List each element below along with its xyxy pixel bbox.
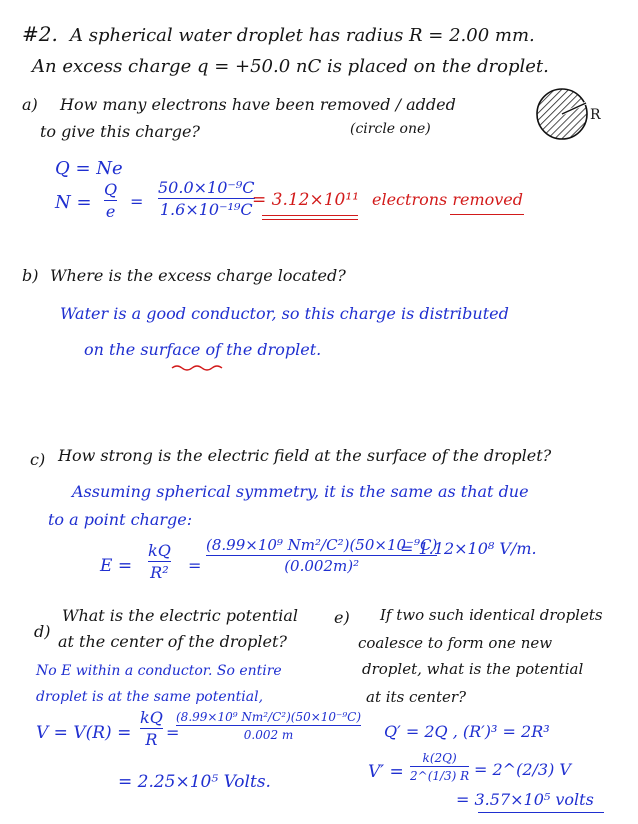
radius-line [562,103,586,114]
part-a-hint: (circle one) [350,121,431,137]
part-e-v-lhs: V′ = [368,762,404,782]
part-d-frac1-den: R [145,730,158,749]
part-d-frac2-den: 0.002 m [243,728,294,742]
part-a-frac2-num: 50.0×10⁻⁹C [158,178,255,197]
part-c-frac2-den: (0.002m)² [284,557,360,575]
part-d-answer-2: droplet is at the same potential, [36,689,264,705]
part-a-eq1: Q = Ne [55,158,123,179]
part-d-answer-1: No E within a conductor. So entire [36,663,282,679]
part-a-fraction-1 [104,182,117,220]
part-c-tag: c) [30,450,46,469]
part-e-mid: = 2^(2/3) V [474,760,571,779]
part-a-answer-underline [450,214,524,215]
part-d-result: = 2.25×10⁵ Volts. [118,772,271,792]
part-a-frac1-den: e [105,202,116,221]
part-e-result: = 3.57×10⁵ volts [456,790,594,809]
part-e-frac-num: k(2Q) [422,751,457,765]
part-a-question-1: How many electrons have been removed / added [60,95,456,114]
part-b-question: Where is the excess charge located? [50,266,346,285]
part-c-result: = 1.12×10⁸ V/m. [400,539,537,558]
part-a-answer: electrons removed [372,190,523,209]
part-b-answer-1: Water is a good conductor, so this charge is distributed [60,304,509,323]
part-a-result-underline [262,215,358,216]
part-c-frac1-den: R² [150,563,169,582]
part-d-tag: d) [34,622,51,641]
problem-line-1: A spherical water droplet has radius R = 2.00 mm. [70,25,535,46]
part-d-frac1-num: kQ [140,708,163,727]
part-d-question-2: at the center of the droplet? [58,632,287,651]
radius-label: R [590,107,601,123]
part-e-frac-den: 2^(1/3) R [410,769,470,783]
part-c-fraction-1 [148,543,171,581]
part-d-fraction-2 [176,711,361,741]
part-b-answer-2: on the surface of the droplet. [84,340,322,359]
part-d-fraction-1 [140,710,163,748]
part-e-relation: Q′ = 2Q , (R′)³ = 2R³ [384,722,550,741]
part-d-v-lhs: V = V(R) = [36,723,132,743]
part-a-result-underline-2 [262,219,358,220]
part-b-tag: b) [22,266,39,285]
part-c-answer-2: to a point charge: [48,510,193,529]
part-a-tag: a) [22,95,38,114]
part-e-fraction [410,752,469,782]
part-c-e-lhs: E = [100,556,133,576]
part-a-frac1-num: Q [104,180,118,199]
part-e-question-1: If two such identical droplets [380,606,603,624]
part-a-result: = 3.12×10¹¹ [252,190,360,210]
problem-line-2: An excess charge q = +50.0 nC is placed on the droplet. [32,56,549,77]
part-e-question-2: coalesce to form one new [358,634,553,652]
part-c-eq: = [188,556,202,575]
problem-number: #2. [22,22,58,46]
part-a-frac2-den: 1.6×10⁻¹⁹C [159,200,253,219]
part-a-eq: = [130,192,144,211]
droplet-icon [537,89,587,139]
part-e-question-3: droplet, what is the potential [362,660,584,678]
part-d-question-1: What is the electric potential [62,606,299,625]
part-a-n-lhs: N = [55,192,92,213]
part-c-answer-1: Assuming spherical symmetry, it is the same as that due [72,482,529,501]
part-e-question-4: at its center? [366,688,467,706]
part-d-eq: = [166,723,180,742]
part-e-tag: e) [334,608,350,627]
part-d-frac2-num: (8.99×10⁹ Nm²/C²)(50×10⁻⁹C) [176,710,362,724]
part-e-result-underline [478,812,604,813]
part-c-question: How strong is the electric field at the surface of the droplet? [58,446,552,465]
part-a-question-2: to give this charge? [40,122,200,141]
part-c-frac1-num: kQ [148,541,171,560]
part-a-fraction-2 [158,180,255,218]
part-c-frac2-num: (8.99×10⁹ Nm²/C²)(50×10⁻⁹C) [206,536,438,554]
